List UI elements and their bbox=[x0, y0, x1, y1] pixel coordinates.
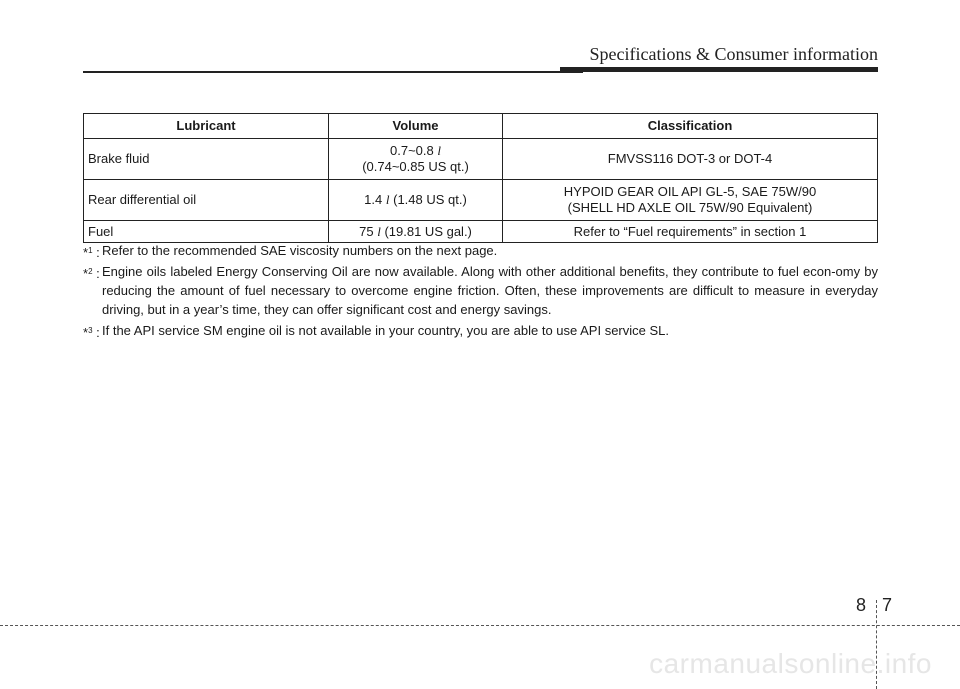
classification-cell bbox=[503, 180, 878, 221]
volume-cell bbox=[329, 139, 503, 180]
table-header-row bbox=[84, 114, 878, 139]
header-rule-thick bbox=[560, 67, 878, 72]
chapter-number: 8 bbox=[856, 595, 867, 615]
volume-value: 0.7~0.8 bbox=[390, 143, 434, 158]
table-row bbox=[84, 180, 878, 221]
column-header-volume: Volume bbox=[329, 114, 503, 139]
column-header-classification: Classification bbox=[503, 114, 878, 139]
watermark-text: carmanualsonline.info bbox=[649, 648, 932, 679]
classification-line: FMVSS116 DOT-3 or DOT-4 bbox=[607, 151, 773, 166]
volume-us: (19.81 US gal.) bbox=[384, 223, 472, 239]
footnote-text: Engine oils labeled Energy Conserving Oil are now available. Along with other additional benefits, they contribute to fuel econ-omy by reducing the amount of fuel necessary to overcome engine friction. Often, these improvements are difficult to measure in everyday driving, but in a year’s time, they can offer significant cost and energy savings. bbox=[102, 264, 878, 317]
classification-line: HYPOID GEAR OIL API GL-5, SAE 75W/90 bbox=[563, 184, 817, 199]
table-row bbox=[84, 139, 878, 180]
lubricant-cell: Brake fluid bbox=[84, 139, 329, 180]
liter-unit: l bbox=[385, 192, 390, 207]
footnote-3 bbox=[83, 321, 878, 340]
page-header-title: Specifications & Consumer information bbox=[589, 44, 878, 64]
classification-cell bbox=[503, 139, 878, 180]
footnotes bbox=[83, 241, 878, 342]
volume-value: 1.4 bbox=[364, 192, 383, 207]
volume-us-line: (0.74~0.85 US qt.) bbox=[362, 159, 469, 174]
volume-us: (1.48 US qt.) bbox=[393, 192, 467, 207]
liter-unit: l bbox=[437, 143, 441, 158]
footnote-text: Refer to the recommended SAE viscosity numbers on the next page. bbox=[102, 243, 498, 258]
volume-line bbox=[333, 143, 498, 159]
table-row bbox=[84, 221, 878, 243]
lubricant-table bbox=[83, 113, 878, 243]
footnote-marker: *$^2$ : bbox=[83, 266, 100, 281]
lubricant-cell: Rear differential oil bbox=[84, 180, 329, 221]
liter-unit: l bbox=[377, 223, 381, 239]
footnote-text: If the API service SM engine oil is not available in your country, you are able to use API service SL. bbox=[102, 323, 670, 338]
page-number: 7 bbox=[882, 595, 893, 615]
footnote-2 bbox=[83, 262, 878, 319]
footnote-marker: *$^3$ : bbox=[83, 325, 100, 340]
classification-cell: Refer to “Fuel requirements” in section 1 bbox=[503, 221, 878, 243]
column-header-lubricant: Lubricant bbox=[84, 114, 329, 139]
header-rule-thin bbox=[83, 71, 583, 73]
footnote-1 bbox=[83, 241, 878, 260]
volume-value: 75 bbox=[359, 223, 374, 239]
classification-line: (SHELL HD AXLE OIL 75W/90 Equivalent) bbox=[567, 200, 813, 215]
volume-cell bbox=[329, 221, 503, 243]
lubricant-cell: Fuel bbox=[84, 221, 329, 243]
footnote-marker: *$^1$ : bbox=[83, 245, 100, 260]
footer-dashed-rule bbox=[0, 625, 960, 626]
volume-cell bbox=[329, 180, 503, 221]
